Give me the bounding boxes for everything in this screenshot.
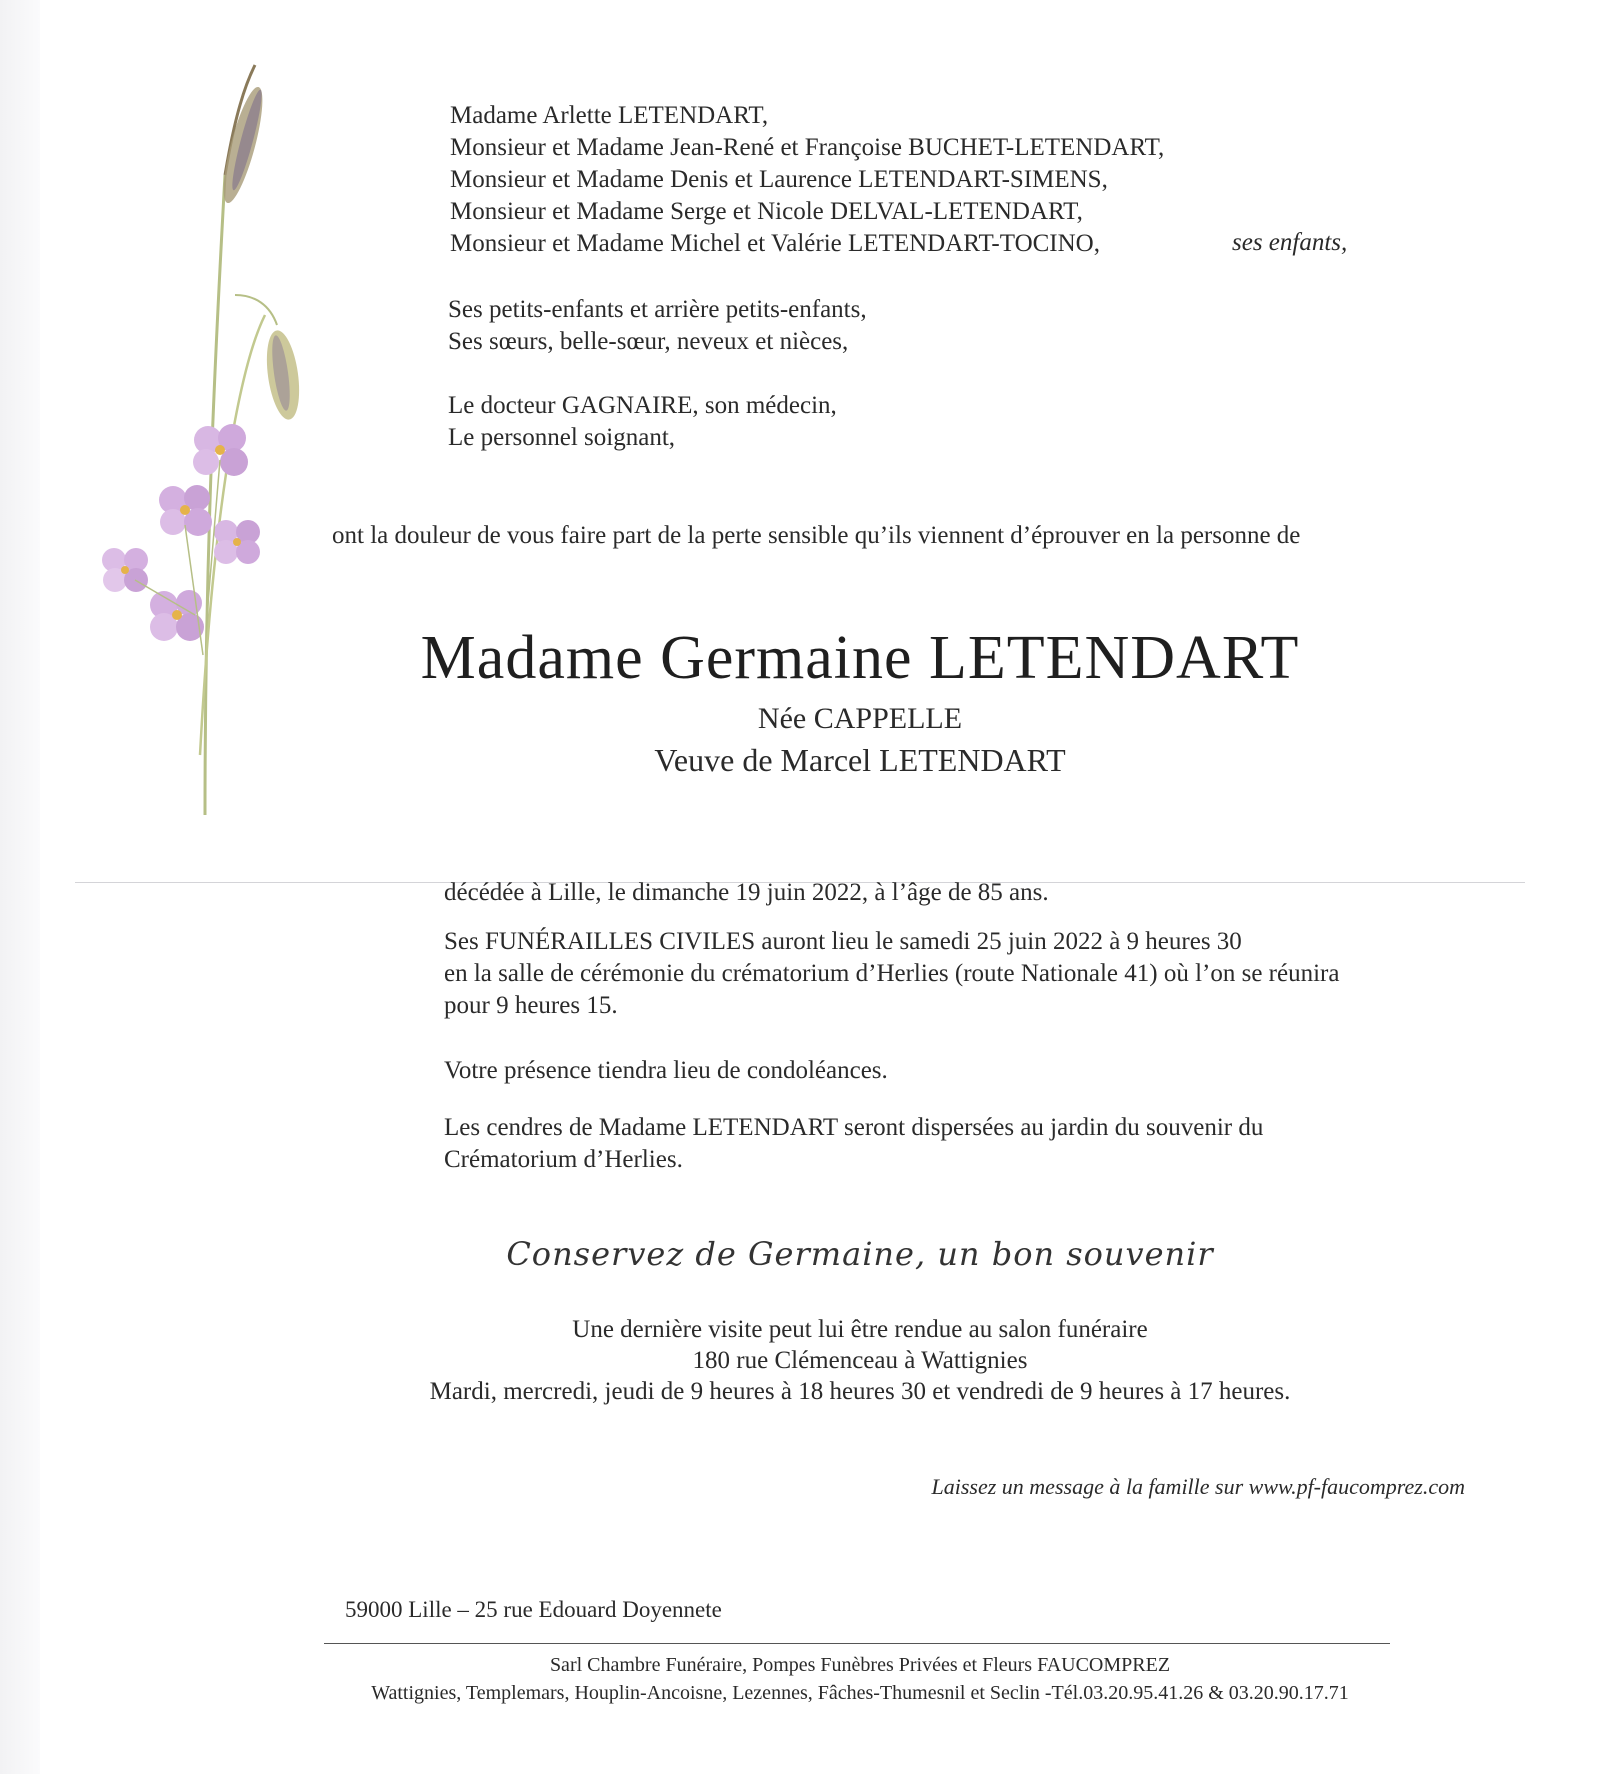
visit-line: 180 rue Clémenceau à Wattignies bbox=[692, 1347, 1028, 1374]
footer-company: Sarl Chambre Funéraire, Pompes Funèbres Privées et Fleurs FAUCOMPREZ bbox=[549, 1654, 1171, 1676]
family-line: Monsieur et Madame Jean-René et Françoise BUCHET-LETENDART, bbox=[450, 134, 1165, 161]
care-line: Le personnel soignant, bbox=[448, 424, 676, 451]
visit-info bbox=[0, 1314, 1600, 1407]
footer bbox=[0, 1651, 1600, 1707]
ashes-line: Crématorium d’Herlies. bbox=[444, 1146, 683, 1173]
visit-line: Mardi, mercredi, jeudi de 9 heures à 18 heures 30 et vendredi de 9 heures à 17 heures. bbox=[429, 1378, 1291, 1405]
funeral-line: en la salle de cérémonie du crématorium d’Herlies (route Nationale 41) où l’on se réunira bbox=[444, 960, 1340, 987]
condolences-note: Votre présence tiendra lieu de condoléances. bbox=[444, 1057, 888, 1084]
widow-of: Veuve de Marcel LETENDART bbox=[654, 742, 1066, 778]
family-line: Ses petits-enfants et arrière petits-enfants, bbox=[448, 296, 867, 323]
violet-flower-icon bbox=[102, 548, 148, 592]
violet-flower-icon bbox=[193, 424, 248, 476]
maiden-name: Née CAPPELLE bbox=[757, 702, 963, 735]
footer-divider bbox=[324, 1643, 1390, 1644]
care-team-list bbox=[448, 390, 837, 454]
deceased-name: Madame Germaine LETENDART bbox=[420, 624, 1300, 692]
family-line: Madame Arlette LETENDART, bbox=[450, 102, 769, 129]
extended-family-list bbox=[448, 294, 867, 358]
online-message-link[interactable]: Laissez un message à la famille sur www.pf-faucomprez.com bbox=[931, 1474, 1465, 1499]
ashes-details bbox=[444, 1112, 1263, 1176]
death-details: décédée à Lille, le dimanche 19 juin 2022, à l’âge de 85 ans. bbox=[444, 879, 1049, 906]
family-line: Ses sœurs, belle-sœur, neveux et nièces, bbox=[448, 328, 849, 355]
visit-line: Une dernière visite peut lui être rendue au salon funéraire bbox=[572, 1316, 1148, 1343]
family-line: Monsieur et Madame Serge et Nicole DELVAL-LETENDART, bbox=[450, 198, 1083, 225]
wheat-ear-icon bbox=[235, 295, 304, 422]
funeral-details bbox=[444, 926, 1339, 1022]
wheat-ear-icon bbox=[216, 84, 270, 206]
page-edge bbox=[0, 0, 40, 1774]
keepsake-message: Conservez de Germaine, un bon souvenir bbox=[506, 1235, 1214, 1273]
family-line: Monsieur et Madame Denis et Laurence LETENDART-SIMENS, bbox=[450, 166, 1108, 193]
care-line: Le docteur GAGNAIRE, son médecin, bbox=[448, 392, 837, 419]
ashes-line: Les cendres de Madame LETENDART seront dispersées au jardin du souvenir du bbox=[444, 1114, 1264, 1141]
violet-flower-icon bbox=[214, 520, 260, 564]
funeral-line: pour 9 heures 15. bbox=[444, 992, 618, 1019]
footer-contacts: Wattignies, Templemars, Houplin-Ancoisne, Lezennes, Fâches-Thumesnil et Seclin -Tél.03.20.95.41.26 & 03.20.90.17.71 bbox=[371, 1682, 1349, 1704]
announcement-text: ont la douleur de vous faire part de la perte sensible qu’ils viennent d’éprouver en la personne de bbox=[332, 522, 1301, 549]
family-line: Monsieur et Madame Michel et Valérie LETENDART-TOCINO, bbox=[450, 230, 1100, 257]
children-role-label: ses enfants, bbox=[1232, 229, 1348, 256]
funeral-line: Ses FUNÉRAILLES CIVILES auront lieu le samedi 25 juin 2022 à 9 heures 30 bbox=[444, 928, 1242, 955]
children-list bbox=[450, 100, 1164, 260]
funeral-home-address: 59000 Lille – 25 rue Edouard Doyennete bbox=[345, 1597, 722, 1622]
